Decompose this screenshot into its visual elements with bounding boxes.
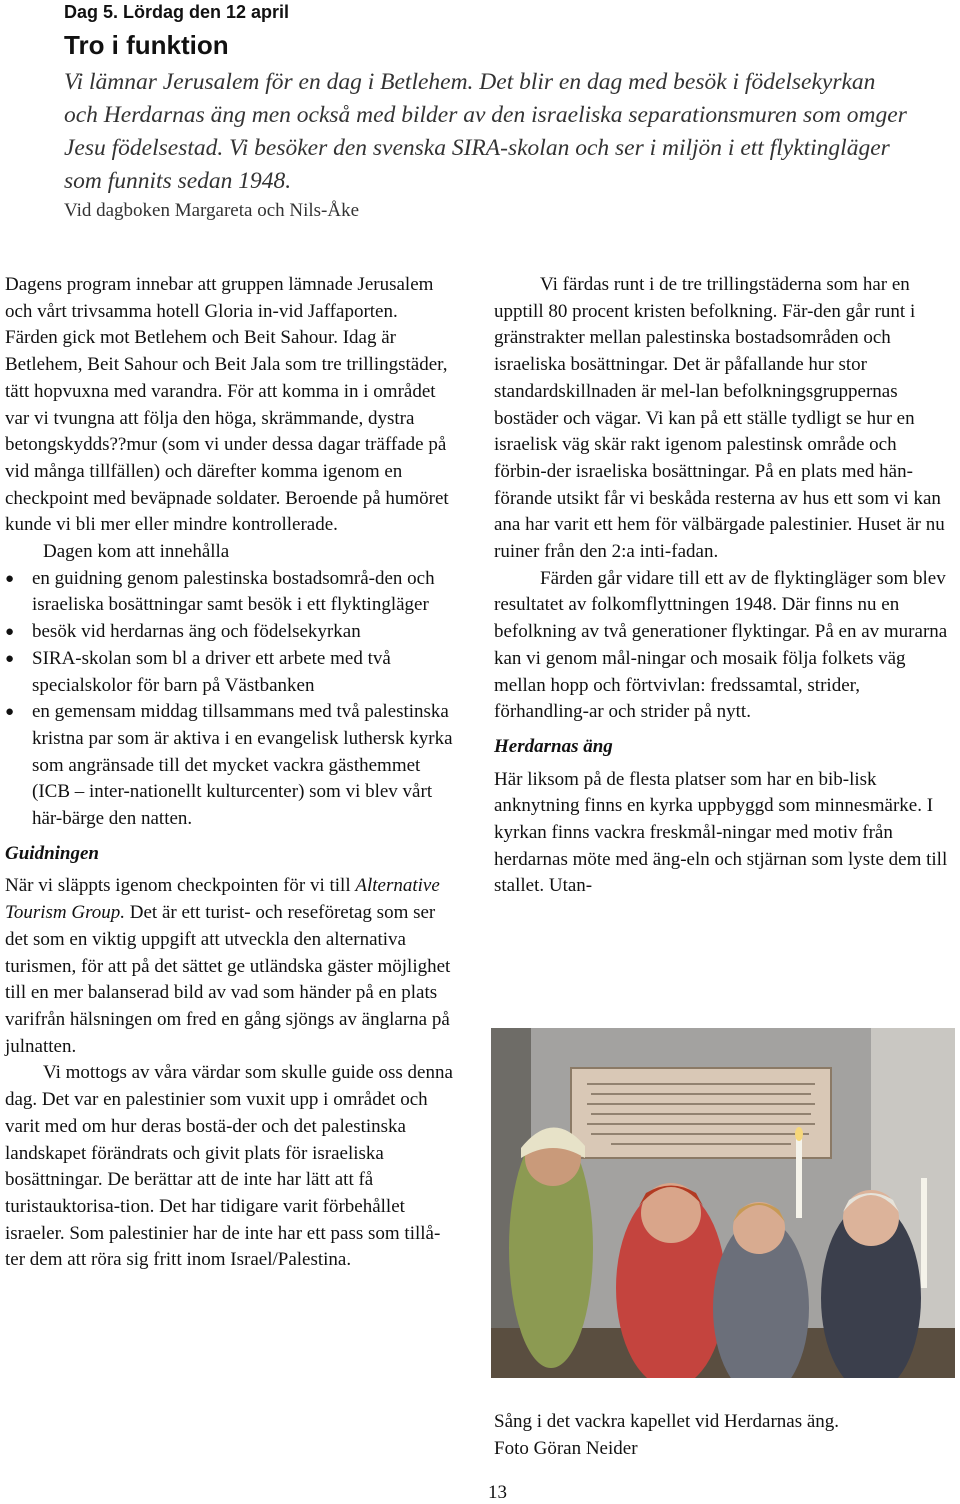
section-heading-guidningen: Guidningen [5, 842, 99, 864]
byline: Vid dagboken Margareta och Nils-Åke [64, 200, 360, 221]
program-list [5, 566, 455, 833]
bullet-icon: ● [5, 570, 15, 587]
photo-caption: Sång i det vackra kapellet vid Herdarnas äng. Foto Göran Neider [494, 1411, 840, 1459]
list-item: ● en gemensam middag tillsammans med två palestinska kristna par som är aktiva i en evangelisk luthersk kyrka som angränsade till det mycket vackra gästhemmet (ICB – inter-nationellt kulturcenter) som vi blev vårt här-bärge den natten. [5, 701, 453, 830]
right-column [494, 272, 950, 900]
bullet-icon: ● [5, 650, 15, 667]
page-title: Tro i funktion [64, 30, 229, 60]
paragraph: Här liksom på de flesta platser som har en bib-lisk anknytning finns en kyrka uppbyggd som minnesmärke. I kyrkan finns vackra freskmål-ningar med motiv från herdarnas möte med äng-eln och stjärnan som lyste dem till stallet. Utan- [494, 768, 948, 897]
company-name: Alternative Tourism Group. [5, 875, 440, 924]
paragraph: Dagen kom att innehålla [43, 541, 230, 563]
paragraph: Färden går vidare till ett av de flyktingläger som blev resultatet av folkomflyttningen 1948. Där finns nu en befolkning av två generationer flyktingar. På en av murarna kan vi genom mål-ningar och mosaik följa folkets väg mellan hopp och förtvivlan: fredssamtal, strider, förhandling-ar och strider på nytt. [494, 567, 948, 723]
list-item: ● SIRA-skolan som bl a driver ett arbete med två specialskolor för barn på Västbanken [5, 647, 391, 696]
list-item: ● besök vid herdarnas äng och födelsekyrkan [5, 619, 455, 646]
bullet-icon: ● [5, 704, 15, 721]
intro-text: Vi lämnar Jerusalem för en dag i Betlehem. Det blir en dag med besök i födelsekyrkan och Herdarnas äng men också med bilder av den israeliska separationsmuren som omger Jesu födelsestad. Vi besöker den svenska SIRA-skolan och ser i miljön i ett flyktingläger som funnits sedan 1948. [64, 69, 907, 194]
day-heading: Dag 5. Lördag den 12 april [64, 2, 290, 22]
left-column [5, 272, 455, 1274]
page-number: 13 [488, 1482, 507, 1503]
bullet-icon: ● [5, 624, 15, 641]
section-heading-herdarnas-ang: Herdarnas äng [494, 735, 613, 757]
paragraph: Vi mottogs av våra värdar som skulle guide oss denna dag. Det var en palestinier som vuxit upp i området och varit med om hur deras bostä-der och det palestinska landskapet förändrats och givit plats för israeliska bosättningar. De berättar att de inte har lätt att få turistauktorisa-tion. Det har tidigare varit förbehållet israeler. Som palestinier har de inte har ett pass som tillå-ter dem att röra sig fritt inom Israel/Palestina. [5, 1062, 453, 1271]
chapel-photo-illustration [491, 1028, 955, 1378]
chapel-photo [491, 1028, 955, 1378]
paragraph: Dagens program innebar att gruppen lämnade Jerusalem och vårt trivsamma hotell Gloria in-vid Jaffaporten. Färden gick mot Betlehem och Beit Sahour. Idag är Betlehem, Beit Sahour och Beit Jala som tre trillingstäder, tätt hopvuxna med varandra. För att komma in i området var vi tvungna att följa den höga, skrämmande, dystra betongskydds??mur (som vi under dessa dagar träffade på vid många tillfällen) och därefter komma igenom en checkpoint med beväpnade soldater. Beroende på humöret kunde vi bli mer eller mindre kontrollerade. [5, 274, 449, 536]
list-item: ● en guidning genom palestinska bostadsområ-den och israeliska bosättningar samt besök i ett flyktingläger [5, 567, 435, 616]
paragraph: När vi släppts igenom checkpointen för vi till Alternative Tourism Group. Det är ett turist- och reseföretag som ser det som en viktig uppgift att utveckla den alternativa turismen, för att på det sättet ge utländska gäster möjlighet till en mer balanserad bild av vad som händer på en plats varifrån hälsningen om fred en gång sjöngs av änglarna på julnatten. [5, 875, 451, 1057]
paragraph: Vi färdas runt i de tre trillingstäderna som har en upptill 80 procent kristen befolkning. Fär-den går runt i gränstrakter mellan palestinska bostadsområden och israeliska bosättningar. Det är påfallande hur stor standardskillnaden är mel-lan befolkningsgruppernas bostäder och vägar. Vi kan på ett ställe tydligt se hur en israelisk väg skär rakt igenom palestinsk område och förbin-der israeliska bosättningar. På en plats med hän-förande utsikt får vi beskåda resterna av hus ett som vi kan ana har varit ett hem för välbärgade palestinier. Huset är nu ruiner från den 2:a inti-fadan. [494, 274, 945, 563]
